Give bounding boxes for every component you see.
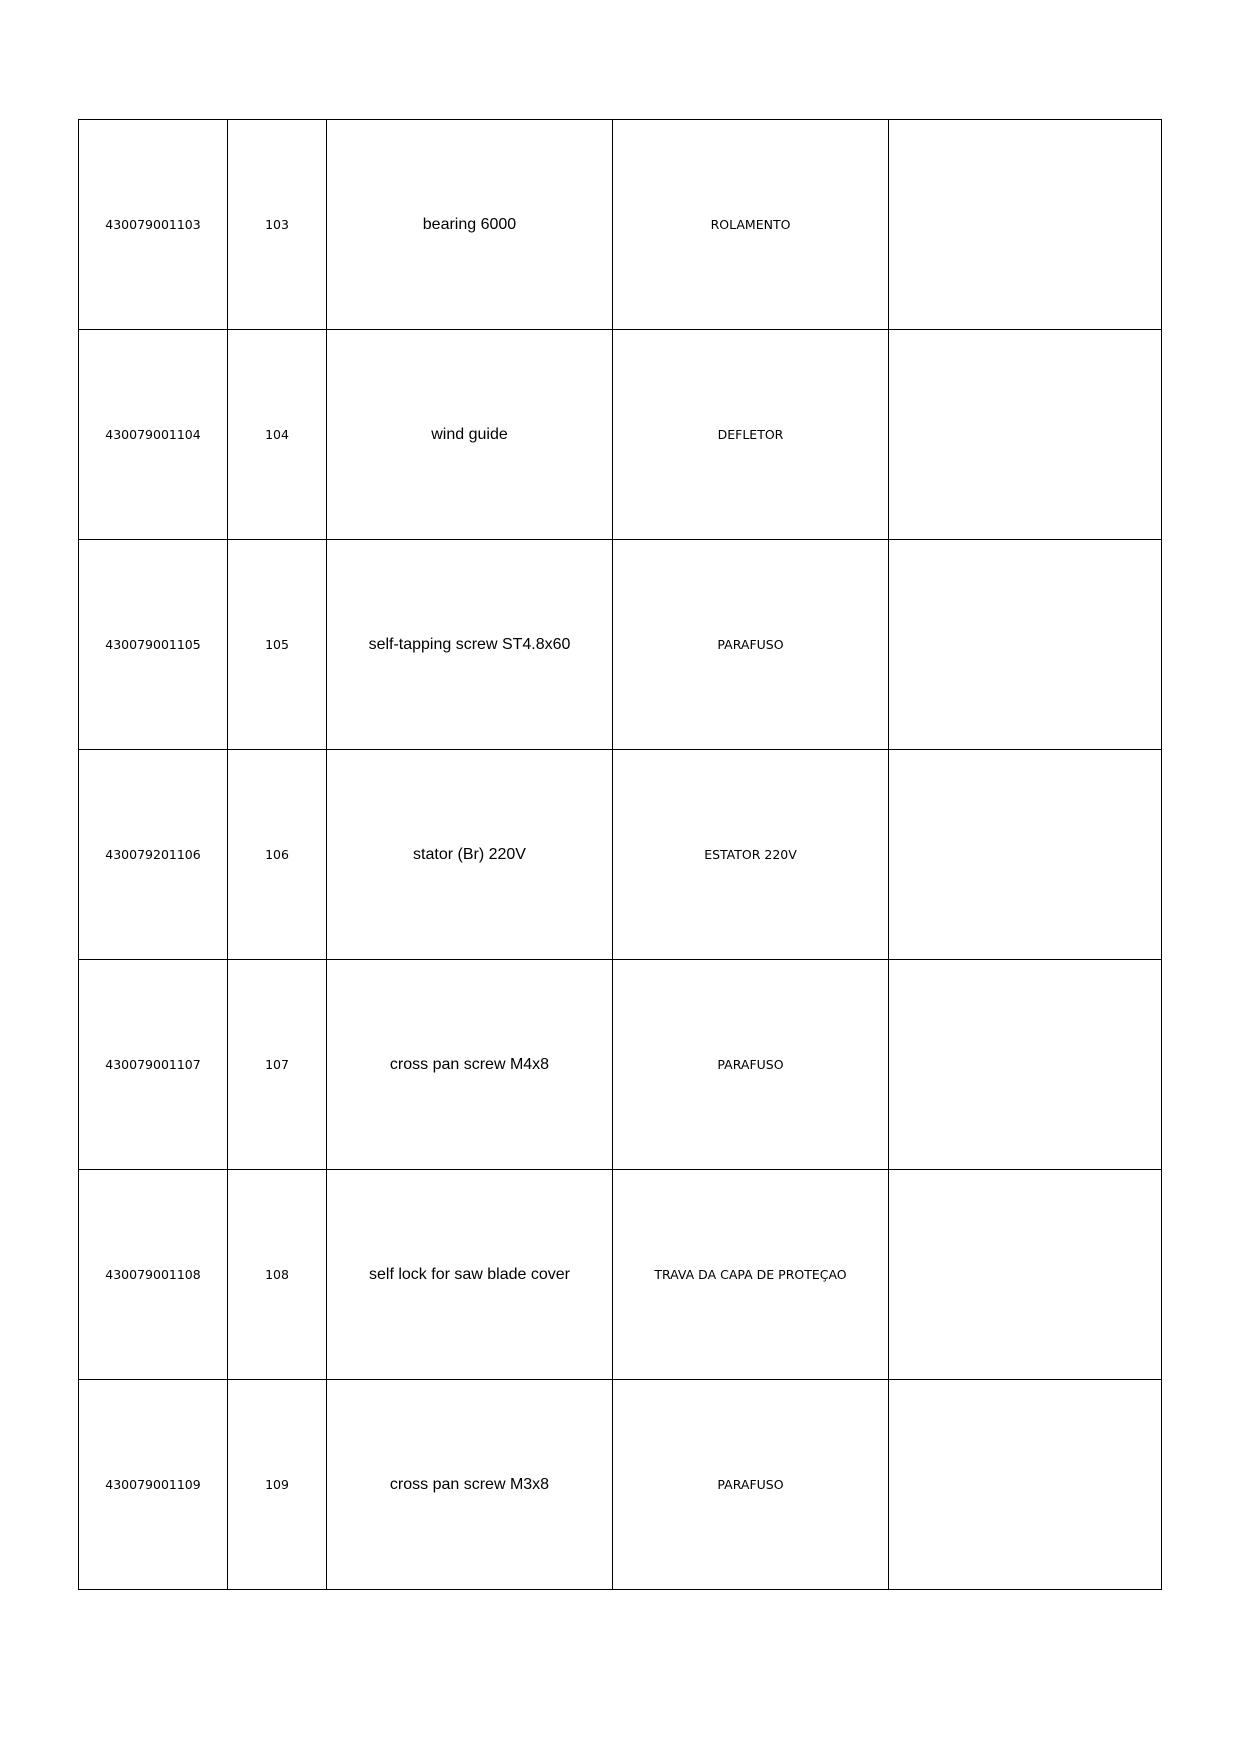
parts-table [78,119,1162,1590]
parts-table-body [79,120,1162,1590]
empty-cell [889,120,1162,330]
part-code-cell: 430079201106 [79,750,228,960]
description-pt-cell: DEFLETOR [613,330,889,540]
empty-cell [889,1170,1162,1380]
empty-cell [889,750,1162,960]
reference-number-cell: 106 [228,750,327,960]
description-pt-cell: PARAFUSO [613,1380,889,1590]
reference-number-cell: 103 [228,120,327,330]
description-en-cell: self-tapping screw ST4.8x60 [327,540,613,750]
table-row [79,1380,1162,1590]
part-code-cell: 430079001103 [79,120,228,330]
description-en-cell: self lock for saw blade cover [327,1170,613,1380]
description-en-cell: cross pan screw M3x8 [327,1380,613,1590]
table-row [79,1170,1162,1380]
description-pt-cell: PARAFUSO [613,540,889,750]
description-en-cell: cross pan screw M4x8 [327,960,613,1170]
reference-number-cell: 105 [228,540,327,750]
description-pt-cell: PARAFUSO [613,960,889,1170]
empty-cell [889,540,1162,750]
empty-cell [889,1380,1162,1590]
description-en-cell: wind guide [327,330,613,540]
part-code-cell: 430079001104 [79,330,228,540]
description-pt-cell: TRAVA DA CAPA DE PROTEÇAO [613,1170,889,1380]
empty-cell [889,330,1162,540]
description-pt-cell: ROLAMENTO [613,120,889,330]
reference-number-cell: 104 [228,330,327,540]
description-en-cell: bearing 6000 [327,120,613,330]
table-row [79,540,1162,750]
empty-cell [889,960,1162,1170]
table-row [79,120,1162,330]
part-code-cell: 430079001108 [79,1170,228,1380]
table-row [79,330,1162,540]
reference-number-cell: 107 [228,960,327,1170]
reference-number-cell: 109 [228,1380,327,1590]
part-code-cell: 430079001107 [79,960,228,1170]
table-row [79,750,1162,960]
table-row [79,960,1162,1170]
reference-number-cell: 108 [228,1170,327,1380]
part-code-cell: 430079001105 [79,540,228,750]
description-pt-cell: ESTATOR 220V [613,750,889,960]
part-code-cell: 430079001109 [79,1380,228,1590]
description-en-cell: stator (Br) 220V [327,750,613,960]
